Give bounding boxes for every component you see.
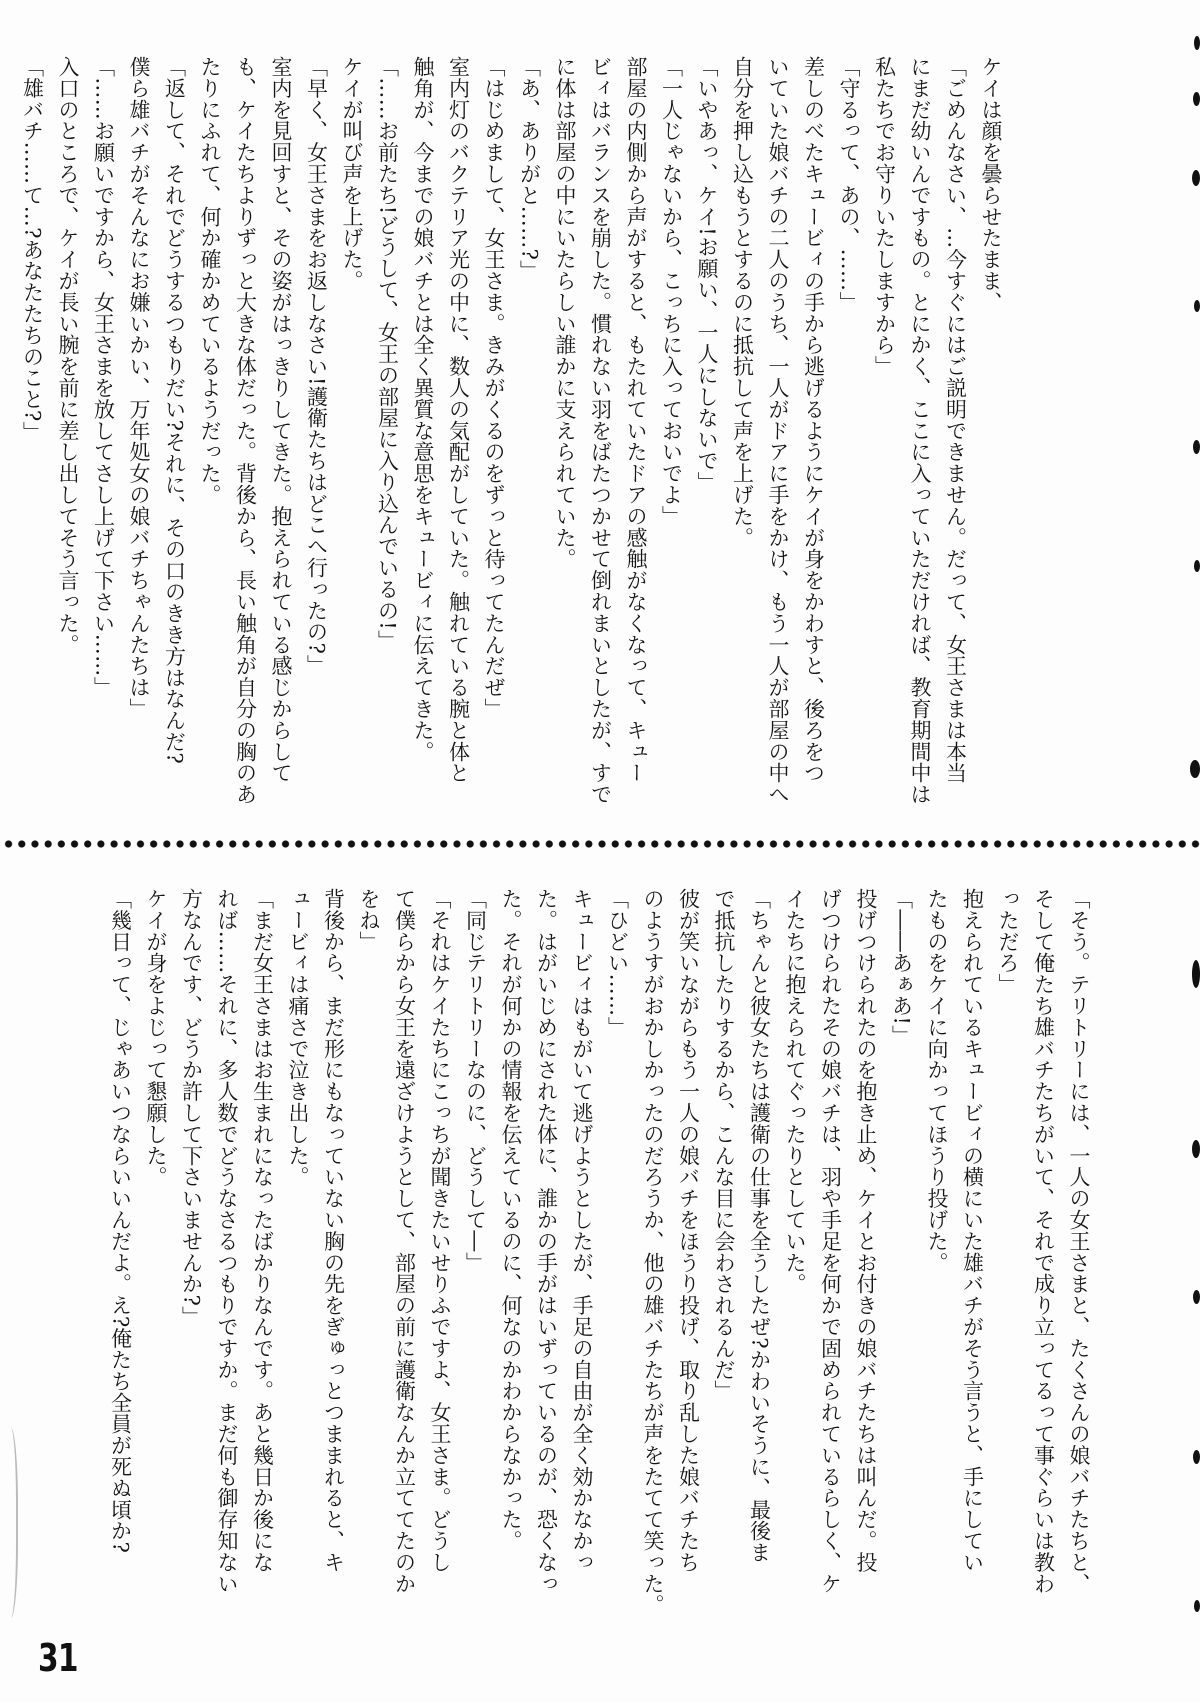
dotted-separator	[0, 838, 1200, 850]
text-column: 自分を押し込もうとするのに抵抗して声を上げた。	[730, 56, 755, 549]
text-column: 「幾日って、じゃあいつならいいんだよ。え?俺たち全員が死ぬ頃か?	[108, 888, 133, 1554]
upper-text-block	[20, 56, 1008, 806]
text-column: で抵抗したりするから、こんな目に会わされるんだ」	[712, 888, 736, 1402]
text-column: 彼が笑いながらもう一人の娘バチをほうり投げ、取り乱した娘バチたち	[676, 888, 701, 1573]
lower-text-block	[96, 888, 1096, 1648]
text-column: 私たちでお守りいたしますから」	[872, 56, 897, 377]
edge-mark	[1192, 1140, 1200, 1158]
text-column: た。はがいじめにされた体に、誰かの手がはいずっているのが、恐くなっ	[534, 888, 559, 1595]
text-column: 差しのべたキュービィの手から逃げるようにケイが身をかわすと、後ろをつ	[801, 56, 826, 784]
edge-mark	[1194, 1600, 1200, 1612]
text-column: いていた娘バチの二人のうち、一人がドアに手をかけ、もう一人が部屋の中へ	[766, 56, 790, 805]
text-column: 「はじめまして、女王さま。きみがくるのをずっと待ってたんだぜ」	[482, 56, 506, 720]
text-column: をね」	[357, 888, 381, 953]
text-column: 「早く、女王さまをお返しなさい!護衛たちはどこへ行ったの?」	[304, 56, 329, 676]
text-column: て僕らから女王を遠ざけようとして、部屋の前に護衛なんか立ててたのか	[392, 888, 417, 1595]
text-column: にまだ幼いんですもの。とにかく、ここに入っていただければ、教育期間中は	[908, 56, 932, 805]
text-column: 「一人じゃないから、こっちに入っておいでよ」	[659, 56, 684, 527]
edge-mark	[1192, 960, 1200, 988]
text-column: げつけられたその娘バチは、羽や手足を何かで固められているらしく、ケ	[818, 888, 843, 1595]
text-column: た。それが何かの情報を伝えているのに、何なのかわからなかった。	[499, 888, 523, 1552]
edge-mark	[1190, 760, 1200, 778]
edge-mark	[1193, 92, 1200, 106]
text-column: ケイが叫び声を上げた。	[340, 56, 364, 292]
text-column: 「同じテリトリーなのに、どうして―」	[463, 888, 488, 1274]
text-column: れば……それに、多人数でどうなさるつもりですか。まだ何も御存知ない	[215, 888, 239, 1595]
text-column: 背後から、まだ形にもなっていない胸の先をぎゅっとつままれると、キ	[321, 888, 346, 1573]
text-column: たりにふれて、何か確かめているようだった。	[198, 56, 222, 506]
text-column: のようすがおかしかったのだろうか、他の雄バチたちが声をたてて笑った。	[641, 888, 665, 1616]
text-column: 部屋の内側から声がすると、もたれていたドアの感触がなくなって、キュー	[624, 56, 648, 784]
edge-mark	[1194, 36, 1200, 50]
text-column: 「……お前たち!どうして、女王の部屋に入り込んでいるの!」	[375, 56, 400, 652]
edge-mark	[1194, 300, 1200, 312]
edge-mark	[1194, 560, 1200, 572]
text-column: イたちに抱えられてぐったりとしていた。	[783, 888, 807, 1295]
text-column: キュービィはもがいて逃げようとしたが、手足の自由が全く効かなかっ	[570, 888, 594, 1573]
text-column: 「ひどい……」	[605, 888, 630, 1038]
text-column: も、ケイたちよりずっと大きな体だった。背後から、長い触角が自分の胸のあ	[233, 56, 258, 805]
text-column: 「あ、ありがと……?」	[517, 56, 542, 282]
text-column: 「守るって、あの、……」	[837, 56, 861, 313]
text-column: 触角が、今までの娘バチとは全く異質な意思をキュービィに伝えてきた。	[411, 56, 435, 763]
text-column: 「いやあっ、ケイ!お願い、一人にしないで」	[695, 56, 719, 493]
text-column: 室内灯のバクテリア光の中に、数人の気配がしていた。触れている腕と体と	[446, 56, 471, 784]
text-column: 「――あぁあ!」	[889, 888, 914, 1047]
text-column: っただろ」	[996, 888, 1020, 995]
text-column: ケイは顔を曇らせたまま、	[979, 56, 1003, 313]
edge-mark	[1193, 1290, 1200, 1304]
text-column: 抱えられているキュービィの横にいた雄バチがそう言うと、手にしてい	[960, 888, 985, 1573]
text-column: そして俺たち雄バチたちがいて、それで成り立ってるって事ぐらいは教わ	[1031, 888, 1056, 1595]
page-number: 31	[38, 1636, 78, 1680]
text-column: 方なんです、どうか許して下さいませんか?」	[179, 888, 204, 1328]
edge-mark	[1192, 170, 1200, 186]
margin-smudge	[0, 1428, 18, 1618]
text-column: 「雄バチ……て…?あなたたちのこと?」	[20, 56, 45, 444]
edge-mark	[1193, 440, 1200, 454]
text-column: 投げつけられたのを抱き止め、ケイとお付きの娘バチたちは叫んだ。投	[854, 888, 878, 1573]
text-column: ュービィは痛さで泣き出した。	[286, 888, 310, 1188]
text-column: 「まだ女王さまはお生まれになったばかりなんです。あと幾日か後にな	[250, 888, 275, 1573]
text-column: 「そう。テリトリーには、一人の女王さまと、たくさんの娘バチたちと、	[1067, 888, 1091, 1595]
text-column: に体は部屋の中にいたらしい誰かに支えられていた。	[553, 56, 577, 570]
text-column: 「ごめんなさい、…今すぐにはご説明できません。だって、女王さまは本当	[943, 56, 968, 784]
text-column: 「返して、それでどうするつもりだい?それに、その口のきき方はなんだ?	[162, 56, 187, 765]
text-column: ビィはバランスを崩した。慣れない羽をばたつかせて倒れまいとしたが、すで	[588, 56, 613, 805]
text-column: たものをケイに向かってほうり投げた。	[925, 888, 949, 1274]
text-column: ケイが身をよじって懇願した。	[144, 888, 168, 1188]
text-column: 「……お願いですから、女王さまを放してさし上げて下さい……」	[91, 56, 116, 698]
edge-mark	[1193, 1450, 1200, 1464]
text-column: 僕ら雄バチがそんなにお嫌いかい、万年処女の娘バチちゃんたちは」	[127, 56, 151, 720]
text-column: 「ちゃんと彼女たちは護衛の仕事を全うしたぜ?かわいそうに、最後ま	[747, 888, 772, 1564]
text-column: 「それはケイたちにこっちが聞きたいせりふですよ、女王さま。どうし	[428, 888, 452, 1573]
text-column: 室内を見回すと、その姿がはっきりしてきた。抱えられている感じからして	[269, 56, 293, 784]
text-column: 入口のところで、ケイが長い腕を前に差し出してそう言った。	[56, 56, 80, 656]
